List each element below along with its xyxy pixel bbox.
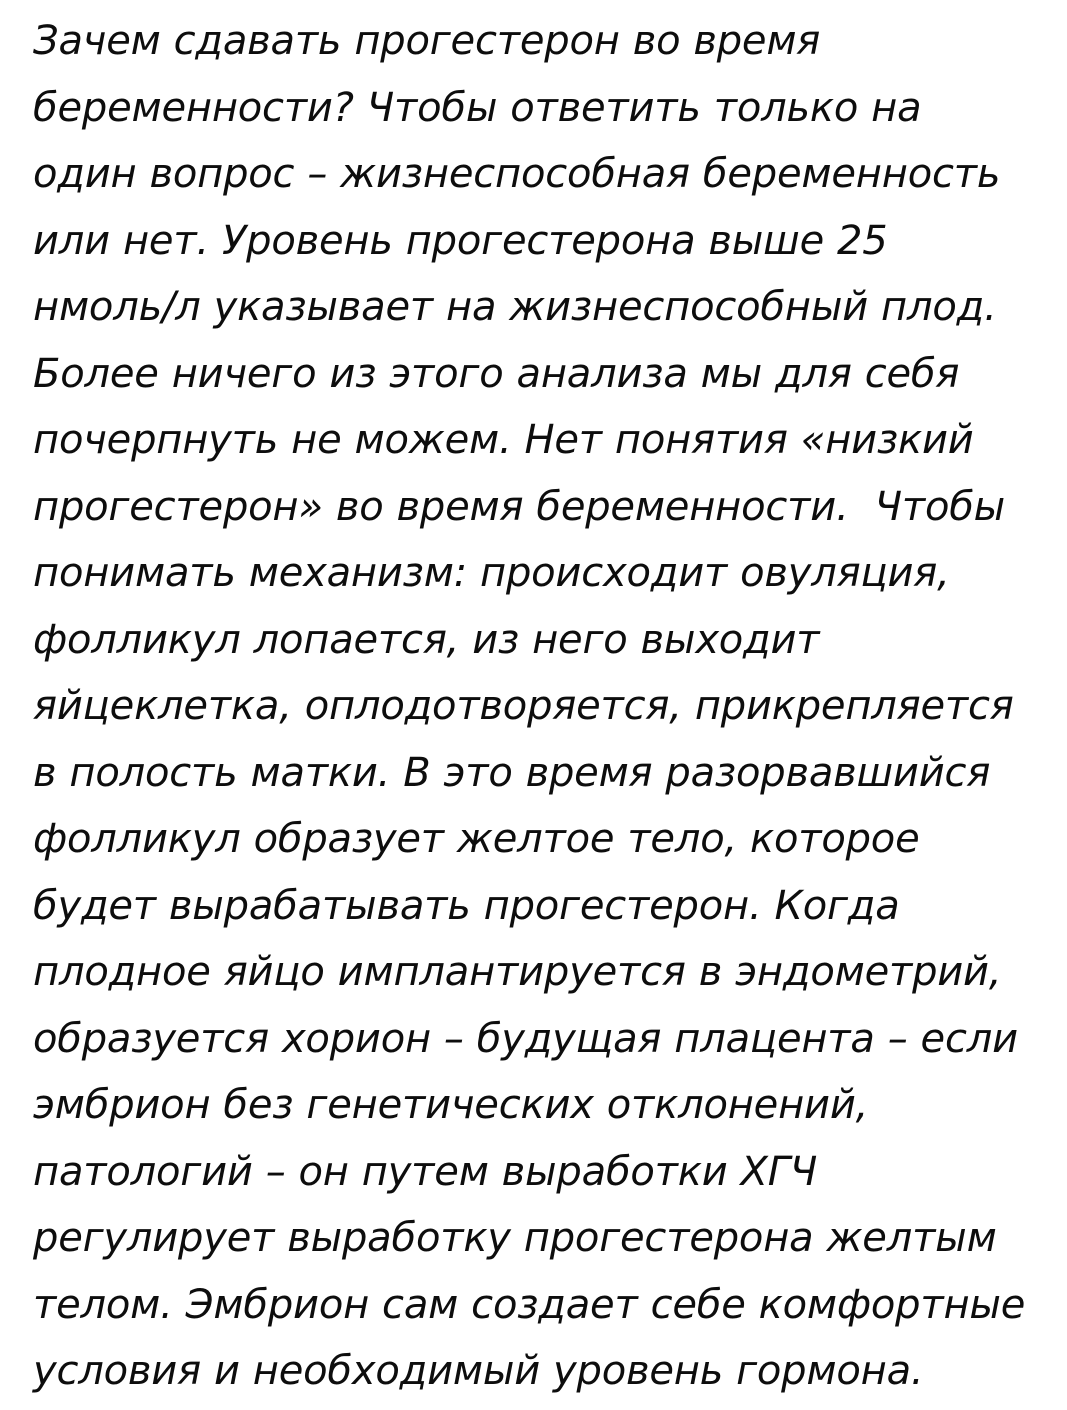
article-body-text: Зачем сдавать прогестерон во время беременности? Чтобы ответить только на один вопрос – жизнеспособная беременность или нет. Уровень прогестерона выше 25 нмоль/л указывает на жизнеспособный плод. Более ничего из этого анализа мы для себя почерпнуть не можем. Нет понятия «низкий прогестерон» во время беременности. Чтобы понимать механизм: происходит овуляция, фолликул лопается, из него выходит яйцеклетка, оплодотворяется, прикрепляется в полость матки. В это время разорвавшийся фолликул образует желтое тело, которое будет вырабатывать прогестерон. Когда плодное яйцо имплантируется в эндометрий, образуется хорион – будущая плацента – если эмбрион без генетических отклонений, патологий – он путем выработки ХГЧ регулирует выработку прогестерона желтым телом. Эмбрион сам создает себе комфортные условия и необходимый уровень гормона. <box>33 18 1039 1394</box>
